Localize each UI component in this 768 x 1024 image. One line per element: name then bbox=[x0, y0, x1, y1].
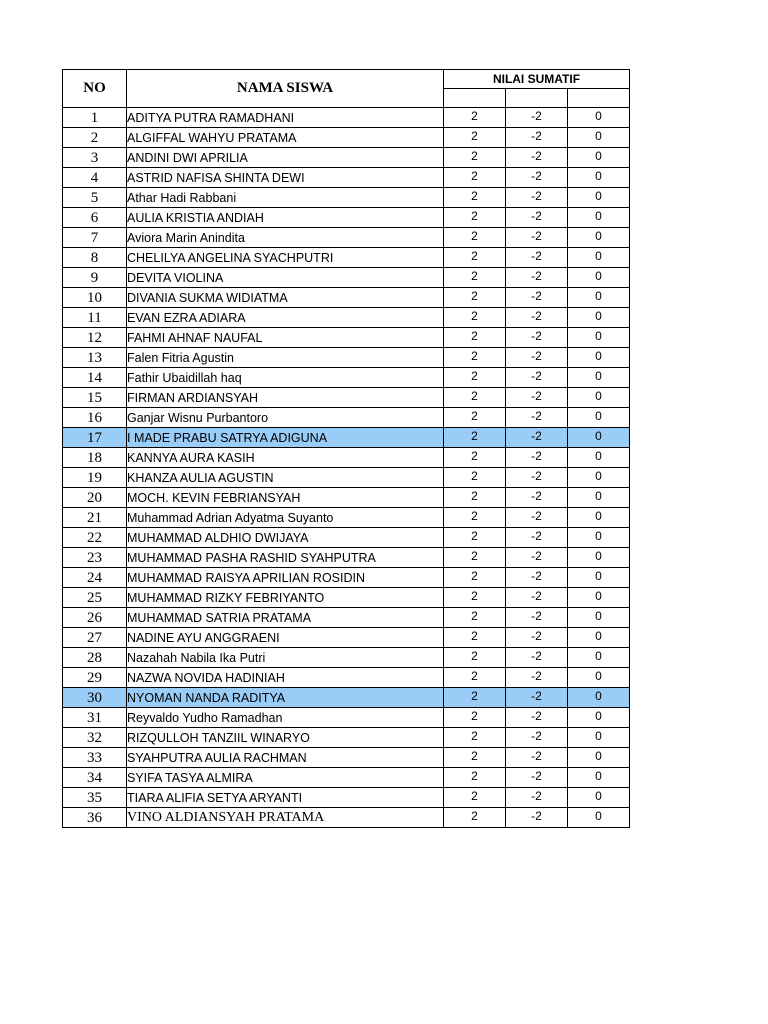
table-row bbox=[63, 508, 630, 528]
no-cell[interactable]: 23 bbox=[63, 548, 127, 568]
score-3-cell[interactable]: 0 bbox=[568, 448, 630, 468]
score-1-cell[interactable]: 2 bbox=[444, 708, 506, 728]
score-1-cell[interactable]: 2 bbox=[444, 408, 506, 428]
table-row bbox=[63, 748, 630, 768]
student-name-cell[interactable]: DIVANIA SUKMA WIDIATMA bbox=[127, 288, 444, 308]
table-row bbox=[63, 148, 630, 168]
no-cell[interactable]: 17 bbox=[63, 428, 127, 448]
student-name-cell[interactable]: SYIFA TASYA ALMIRA bbox=[127, 768, 444, 788]
no-cell[interactable]: 2 bbox=[63, 128, 127, 148]
student-name-cell[interactable]: Athar Hadi Rabbani bbox=[127, 188, 444, 208]
score-2-cell[interactable]: -2 bbox=[506, 308, 568, 328]
no-cell[interactable]: 1 bbox=[63, 108, 127, 128]
score-2-cell[interactable]: -2 bbox=[506, 528, 568, 548]
no-cell[interactable]: 13 bbox=[63, 348, 127, 368]
score-2-cell[interactable]: -2 bbox=[506, 268, 568, 288]
student-name-cell[interactable]: Aviora Marin Anindita bbox=[127, 228, 444, 248]
table-row bbox=[63, 228, 630, 248]
table-row bbox=[63, 408, 630, 428]
table-row bbox=[63, 208, 630, 228]
score-2-cell[interactable]: -2 bbox=[506, 668, 568, 688]
no-cell[interactable]: 32 bbox=[63, 728, 127, 748]
score-1-cell[interactable]: 2 bbox=[444, 148, 506, 168]
student-name-cell[interactable]: I MADE PRABU SATRYA ADIGUNA bbox=[127, 428, 444, 448]
score-1-cell[interactable]: 2 bbox=[444, 468, 506, 488]
student-name-cell[interactable]: Falen Fitria Agustin bbox=[127, 348, 444, 368]
table-row bbox=[63, 548, 630, 568]
header-student-name[interactable]: NAMA SISWA bbox=[127, 70, 444, 108]
no-cell[interactable]: 20 bbox=[63, 488, 127, 508]
score-3-cell[interactable]: 0 bbox=[568, 528, 630, 548]
table-row bbox=[63, 568, 630, 588]
score-3-cell[interactable]: 0 bbox=[568, 328, 630, 348]
score-2-cell[interactable]: -2 bbox=[506, 148, 568, 168]
score-2-cell[interactable]: -2 bbox=[506, 648, 568, 668]
table-row bbox=[63, 108, 630, 128]
score-1-cell[interactable]: 2 bbox=[444, 268, 506, 288]
table-row bbox=[63, 468, 630, 488]
table-row bbox=[63, 168, 630, 188]
student-rows bbox=[63, 108, 630, 828]
student-name-cell[interactable]: VINO ALDIANSYAH PRATAMA bbox=[127, 808, 444, 828]
table-row bbox=[63, 808, 630, 828]
table-row bbox=[63, 728, 630, 748]
score-2-cell[interactable]: -2 bbox=[506, 488, 568, 508]
score-1-cell[interactable]: 2 bbox=[444, 728, 506, 748]
student-name-cell[interactable]: AULIA KRISTIA ANDIAH bbox=[127, 208, 444, 228]
header-no[interactable]: NO bbox=[63, 70, 127, 108]
no-cell[interactable]: 12 bbox=[63, 328, 127, 348]
table-row bbox=[63, 788, 630, 808]
score-2-cell[interactable]: -2 bbox=[506, 348, 568, 368]
table-row bbox=[63, 128, 630, 148]
score-2-cell[interactable]: -2 bbox=[506, 408, 568, 428]
score-1-cell[interactable]: 2 bbox=[444, 428, 506, 448]
score-2-cell[interactable]: -2 bbox=[506, 788, 568, 808]
score-3-cell[interactable]: 0 bbox=[568, 788, 630, 808]
score-3-cell[interactable]: 0 bbox=[568, 348, 630, 368]
no-cell[interactable]: 9 bbox=[63, 268, 127, 288]
student-name-cell[interactable]: ADITYA PUTRA RAMADHANI bbox=[127, 108, 444, 128]
table-row bbox=[63, 268, 630, 288]
score-3-cell[interactable]: 0 bbox=[568, 708, 630, 728]
score-3-cell[interactable]: 0 bbox=[568, 648, 630, 668]
table-row bbox=[63, 528, 630, 548]
score-1-cell[interactable]: 2 bbox=[444, 508, 506, 528]
table-row bbox=[63, 608, 630, 628]
score-3-cell[interactable]: 0 bbox=[568, 668, 630, 688]
score-1-cell[interactable]: 2 bbox=[444, 788, 506, 808]
score-1-cell[interactable]: 2 bbox=[444, 108, 506, 128]
no-cell[interactable]: 8 bbox=[63, 248, 127, 268]
score-2-cell[interactable]: -2 bbox=[506, 128, 568, 148]
score-1-cell[interactable]: 2 bbox=[444, 568, 506, 588]
score-1-cell[interactable]: 2 bbox=[444, 228, 506, 248]
student-name-cell[interactable]: FAHMI AHNAF NAUFAL bbox=[127, 328, 444, 348]
score-3-cell[interactable]: 0 bbox=[568, 628, 630, 648]
no-cell[interactable]: 10 bbox=[63, 288, 127, 308]
no-cell[interactable]: 6 bbox=[63, 208, 127, 228]
score-3-cell[interactable]: 0 bbox=[568, 588, 630, 608]
no-cell[interactable]: 16 bbox=[63, 408, 127, 428]
no-cell[interactable]: 15 bbox=[63, 388, 127, 408]
score-3-cell[interactable]: 0 bbox=[568, 248, 630, 268]
score-3-cell[interactable]: 0 bbox=[568, 728, 630, 748]
student-name-cell[interactable]: ALGIFFAL WAHYU PRATAMA bbox=[127, 128, 444, 148]
score-1-cell[interactable]: 2 bbox=[444, 128, 506, 148]
score-3-cell[interactable]: 0 bbox=[568, 268, 630, 288]
score-3-cell[interactable]: 0 bbox=[568, 568, 630, 588]
score-3-cell[interactable]: 0 bbox=[568, 408, 630, 428]
no-cell[interactable]: 28 bbox=[63, 648, 127, 668]
student-name-cell[interactable]: Muhammad Adrian Adyatma Suyanto bbox=[127, 508, 444, 528]
table-row bbox=[63, 328, 630, 348]
student-name-cell[interactable]: NADINE AYU ANGGRAENI bbox=[127, 628, 444, 648]
score-1-cell[interactable]: 2 bbox=[444, 648, 506, 668]
score-1-cell[interactable]: 2 bbox=[444, 208, 506, 228]
score-1-cell[interactable]: 2 bbox=[444, 288, 506, 308]
score-3-cell[interactable]: 0 bbox=[568, 308, 630, 328]
score-2-cell[interactable]: -2 bbox=[506, 388, 568, 408]
score-2-cell[interactable]: -2 bbox=[506, 368, 568, 388]
table-row bbox=[63, 348, 630, 368]
score-2-cell[interactable]: -2 bbox=[506, 448, 568, 468]
score-2-cell[interactable]: -2 bbox=[506, 628, 568, 648]
table-row bbox=[63, 708, 630, 728]
student-name-cell[interactable]: FIRMAN ARDIANSYAH bbox=[127, 388, 444, 408]
score-1-cell[interactable]: 2 bbox=[444, 748, 506, 768]
student-name-cell[interactable]: MUHAMMAD PASHA RASHID SYAHPUTRA bbox=[127, 548, 444, 568]
score-2-cell[interactable]: -2 bbox=[506, 428, 568, 448]
score-2-cell[interactable]: -2 bbox=[506, 248, 568, 268]
score-2-cell[interactable]: -2 bbox=[506, 228, 568, 248]
student-name-cell[interactable]: Ganjar Wisnu Purbantoro bbox=[127, 408, 444, 428]
score-2-cell[interactable]: -2 bbox=[506, 808, 568, 828]
no-cell[interactable]: 7 bbox=[63, 228, 127, 248]
student-name-cell[interactable]: Nazahah Nabila Ika Putri bbox=[127, 648, 444, 668]
no-cell[interactable]: 31 bbox=[63, 708, 127, 728]
student-name-cell[interactable]: MUHAMMAD ALDHIO DWIJAYA bbox=[127, 528, 444, 548]
table-row bbox=[63, 288, 630, 308]
table-row bbox=[63, 368, 630, 388]
student-name-cell[interactable]: ASTRID NAFISA SHINTA DEWI bbox=[127, 168, 444, 188]
student-name-cell[interactable]: MUHAMMAD RAISYA APRILIAN ROSIDIN bbox=[127, 568, 444, 588]
score-2-cell[interactable]: -2 bbox=[506, 168, 568, 188]
no-cell[interactable]: 3 bbox=[63, 148, 127, 168]
score-2-cell[interactable]: -2 bbox=[506, 288, 568, 308]
score-3-cell[interactable]: 0 bbox=[568, 148, 630, 168]
table-row bbox=[63, 248, 630, 268]
score-2-cell[interactable]: -2 bbox=[506, 508, 568, 528]
score-3-cell[interactable]: 0 bbox=[568, 608, 630, 628]
score-3-cell[interactable]: 0 bbox=[568, 468, 630, 488]
table-row bbox=[63, 648, 630, 668]
score-3-cell[interactable]: 0 bbox=[568, 188, 630, 208]
no-cell[interactable]: 18 bbox=[63, 448, 127, 468]
score-1-cell[interactable]: 2 bbox=[444, 308, 506, 328]
score-1-cell[interactable]: 2 bbox=[444, 328, 506, 348]
score-3-cell[interactable]: 0 bbox=[568, 388, 630, 408]
score-2-cell[interactable]: -2 bbox=[506, 728, 568, 748]
score-1-cell[interactable]: 2 bbox=[444, 808, 506, 828]
score-2-cell[interactable]: -2 bbox=[506, 568, 568, 588]
score-1-cell[interactable]: 2 bbox=[444, 688, 506, 708]
no-cell[interactable]: 25 bbox=[63, 588, 127, 608]
student-name-cell[interactable]: EVAN EZRA ADIARA bbox=[127, 308, 444, 328]
no-cell[interactable]: 11 bbox=[63, 308, 127, 328]
score-2-cell[interactable]: -2 bbox=[506, 328, 568, 348]
score-1-cell[interactable]: 2 bbox=[444, 248, 506, 268]
score-3-cell[interactable]: 0 bbox=[568, 168, 630, 188]
score-2-cell[interactable]: -2 bbox=[506, 548, 568, 568]
score-2-cell[interactable]: -2 bbox=[506, 188, 568, 208]
no-cell[interactable]: 29 bbox=[63, 668, 127, 688]
score-2-cell[interactable]: -2 bbox=[506, 768, 568, 788]
no-cell[interactable]: 35 bbox=[63, 788, 127, 808]
score-1-cell[interactable]: 2 bbox=[444, 488, 506, 508]
score-1-cell[interactable]: 2 bbox=[444, 168, 506, 188]
header-score-2[interactable] bbox=[506, 89, 568, 108]
student-name-cell[interactable]: Reyvaldo Yudho Ramadhan bbox=[127, 708, 444, 728]
score-3-cell[interactable]: 0 bbox=[568, 548, 630, 568]
score-2-cell[interactable]: -2 bbox=[506, 688, 568, 708]
table-row bbox=[63, 668, 630, 688]
student-name-cell[interactable]: KHANZA AULIA AGUSTIN bbox=[127, 468, 444, 488]
score-3-cell[interactable]: 0 bbox=[568, 748, 630, 768]
score-1-cell[interactable]: 2 bbox=[444, 768, 506, 788]
score-3-cell[interactable]: 0 bbox=[568, 208, 630, 228]
no-cell[interactable]: 24 bbox=[63, 568, 127, 588]
score-2-cell[interactable]: -2 bbox=[506, 108, 568, 128]
header-score-3[interactable] bbox=[568, 89, 630, 108]
score-1-cell[interactable]: 2 bbox=[444, 188, 506, 208]
table-row bbox=[63, 448, 630, 468]
score-1-cell[interactable]: 2 bbox=[444, 628, 506, 648]
score-3-cell[interactable]: 0 bbox=[568, 428, 630, 448]
student-name-cell[interactable]: NAZWA NOVIDA HADINIAH bbox=[127, 668, 444, 688]
student-name-cell[interactable]: TIARA ALIFIA SETYA ARYANTI bbox=[127, 788, 444, 808]
no-cell[interactable]: 27 bbox=[63, 628, 127, 648]
student-name-cell[interactable]: KANNYA AURA KASIH bbox=[127, 448, 444, 468]
no-cell[interactable]: 30 bbox=[63, 688, 127, 708]
score-2-cell[interactable]: -2 bbox=[506, 608, 568, 628]
no-cell[interactable]: 33 bbox=[63, 748, 127, 768]
score-1-cell[interactable]: 2 bbox=[444, 448, 506, 468]
student-name-cell[interactable]: ANDINI DWI APRILIA bbox=[127, 148, 444, 168]
grade-table bbox=[62, 69, 630, 828]
table-row bbox=[63, 628, 630, 648]
student-name-cell[interactable]: SYAHPUTRA AULIA RACHMAN bbox=[127, 748, 444, 768]
header-score-1[interactable] bbox=[444, 89, 506, 108]
no-cell[interactable]: 19 bbox=[63, 468, 127, 488]
student-name-cell[interactable]: MOCH. KEVIN FEBRIANSYAH bbox=[127, 488, 444, 508]
score-3-cell[interactable]: 0 bbox=[568, 108, 630, 128]
score-2-cell[interactable]: -2 bbox=[506, 708, 568, 728]
score-3-cell[interactable]: 0 bbox=[568, 488, 630, 508]
score-1-cell[interactable]: 2 bbox=[444, 668, 506, 688]
no-cell[interactable]: 5 bbox=[63, 188, 127, 208]
table-row bbox=[63, 588, 630, 608]
score-1-cell[interactable]: 2 bbox=[444, 528, 506, 548]
no-cell[interactable]: 14 bbox=[63, 368, 127, 388]
score-2-cell[interactable]: -2 bbox=[506, 208, 568, 228]
no-cell[interactable]: 4 bbox=[63, 168, 127, 188]
no-cell[interactable]: 26 bbox=[63, 608, 127, 628]
table-row bbox=[63, 768, 630, 788]
score-3-cell[interactable]: 0 bbox=[568, 808, 630, 828]
score-3-cell[interactable]: 0 bbox=[568, 768, 630, 788]
header-summative-score[interactable]: NILAI SUMATIF bbox=[444, 70, 630, 89]
score-3-cell[interactable]: 0 bbox=[568, 688, 630, 708]
score-3-cell[interactable]: 0 bbox=[568, 228, 630, 248]
score-2-cell[interactable]: -2 bbox=[506, 588, 568, 608]
student-name-cell[interactable]: Fathir Ubaidillah haq bbox=[127, 368, 444, 388]
student-name-cell[interactable]: DEVITA VIOLINA bbox=[127, 268, 444, 288]
score-3-cell[interactable]: 0 bbox=[568, 288, 630, 308]
score-1-cell[interactable]: 2 bbox=[444, 588, 506, 608]
score-1-cell[interactable]: 2 bbox=[444, 548, 506, 568]
table-row bbox=[63, 688, 630, 708]
student-name-cell[interactable]: MUHAMMAD RIZKY FEBRIYANTO bbox=[127, 588, 444, 608]
score-2-cell[interactable]: -2 bbox=[506, 468, 568, 488]
student-name-cell[interactable]: RIZQULLOH TANZIIL WINARYO bbox=[127, 728, 444, 748]
table-row bbox=[63, 188, 630, 208]
score-1-cell[interactable]: 2 bbox=[444, 608, 506, 628]
table-row bbox=[63, 388, 630, 408]
score-1-cell[interactable]: 2 bbox=[444, 348, 506, 368]
score-2-cell[interactable]: -2 bbox=[506, 748, 568, 768]
student-name-cell[interactable]: MUHAMMAD SATRIA PRATAMA bbox=[127, 608, 444, 628]
student-name-cell[interactable]: NYOMAN NANDA RADITYA bbox=[127, 688, 444, 708]
table-row bbox=[63, 428, 630, 448]
no-cell[interactable]: 22 bbox=[63, 528, 127, 548]
score-1-cell[interactable]: 2 bbox=[444, 388, 506, 408]
table-row bbox=[63, 488, 630, 508]
score-3-cell[interactable]: 0 bbox=[568, 128, 630, 148]
no-cell[interactable]: 36 bbox=[63, 808, 127, 828]
no-cell[interactable]: 21 bbox=[63, 508, 127, 528]
no-cell[interactable]: 34 bbox=[63, 768, 127, 788]
score-3-cell[interactable]: 0 bbox=[568, 508, 630, 528]
score-1-cell[interactable]: 2 bbox=[444, 368, 506, 388]
table-row bbox=[63, 308, 630, 328]
student-name-cell[interactable]: CHELILYA ANGELINA SYACHPUTRI bbox=[127, 248, 444, 268]
score-3-cell[interactable]: 0 bbox=[568, 368, 630, 388]
